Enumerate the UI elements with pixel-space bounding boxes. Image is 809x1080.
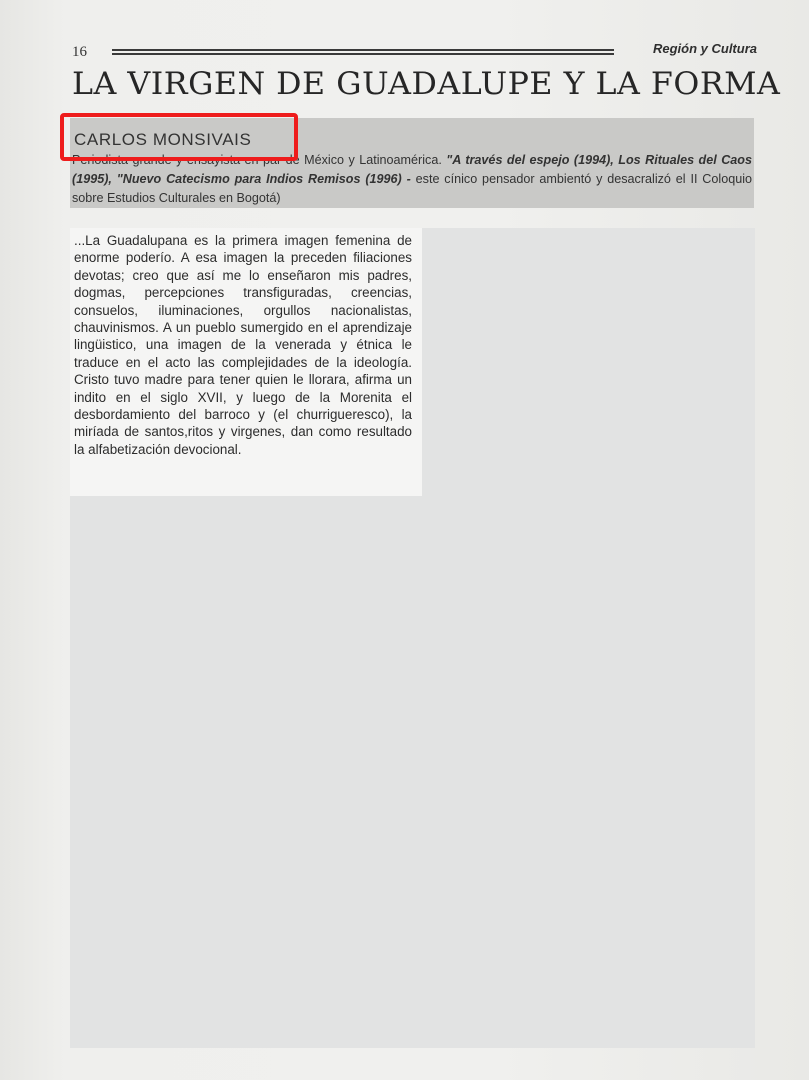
article-title: LA VIRGEN DE GUADALUPE Y LA FORMA (72, 66, 781, 102)
author-name-highlight (60, 113, 298, 161)
page-header (72, 40, 757, 64)
section-label: Región y Cultura (652, 41, 757, 56)
bio-text-part1: Periodista grande y ensayista en par de México y Latinoamérica. (72, 153, 447, 167)
page-number: 16 (72, 44, 87, 60)
excerpt-panel (70, 228, 422, 496)
header-rule (112, 49, 614, 55)
bio-text-part2: este cínico pensador ambientó y desacralizó el II Coloquio sobre Estudios Culturales en Bogotá) (72, 172, 753, 205)
author-name: CARLOS MONSIVAIS (74, 130, 252, 149)
bio-works: "A través del espejo (1994), Los Rituales del Caos (1995), "Nuevo Catecismo para Indios Remisos (1996) - (72, 153, 752, 186)
excerpt-text: ...La Guadalupana es la primera imagen femenina de enorme poderío. A esa imagen la preceden filiaciones devotas; creo que así me lo enseñaron mis padres, dogmas, percepciones transfiguradas, creencias, consuelos, iluminaciones, orgullos nacionalistas, chauvinismos. A un pueblo sumergido en el aprendizaje lingüistico, una imagen de la venerada y étnica le traduce en el acto las complejidades de la ideología. Cristo tuvo madre para tener quien le llorara, afirma un indito en el siglo XVII, y luego de la Morenita el desbordamiento del barroco y (el churrigueresco), la miríada de santos,ritos y virgenes, dan como resultado la alfabetización devocional. (74, 233, 412, 457)
